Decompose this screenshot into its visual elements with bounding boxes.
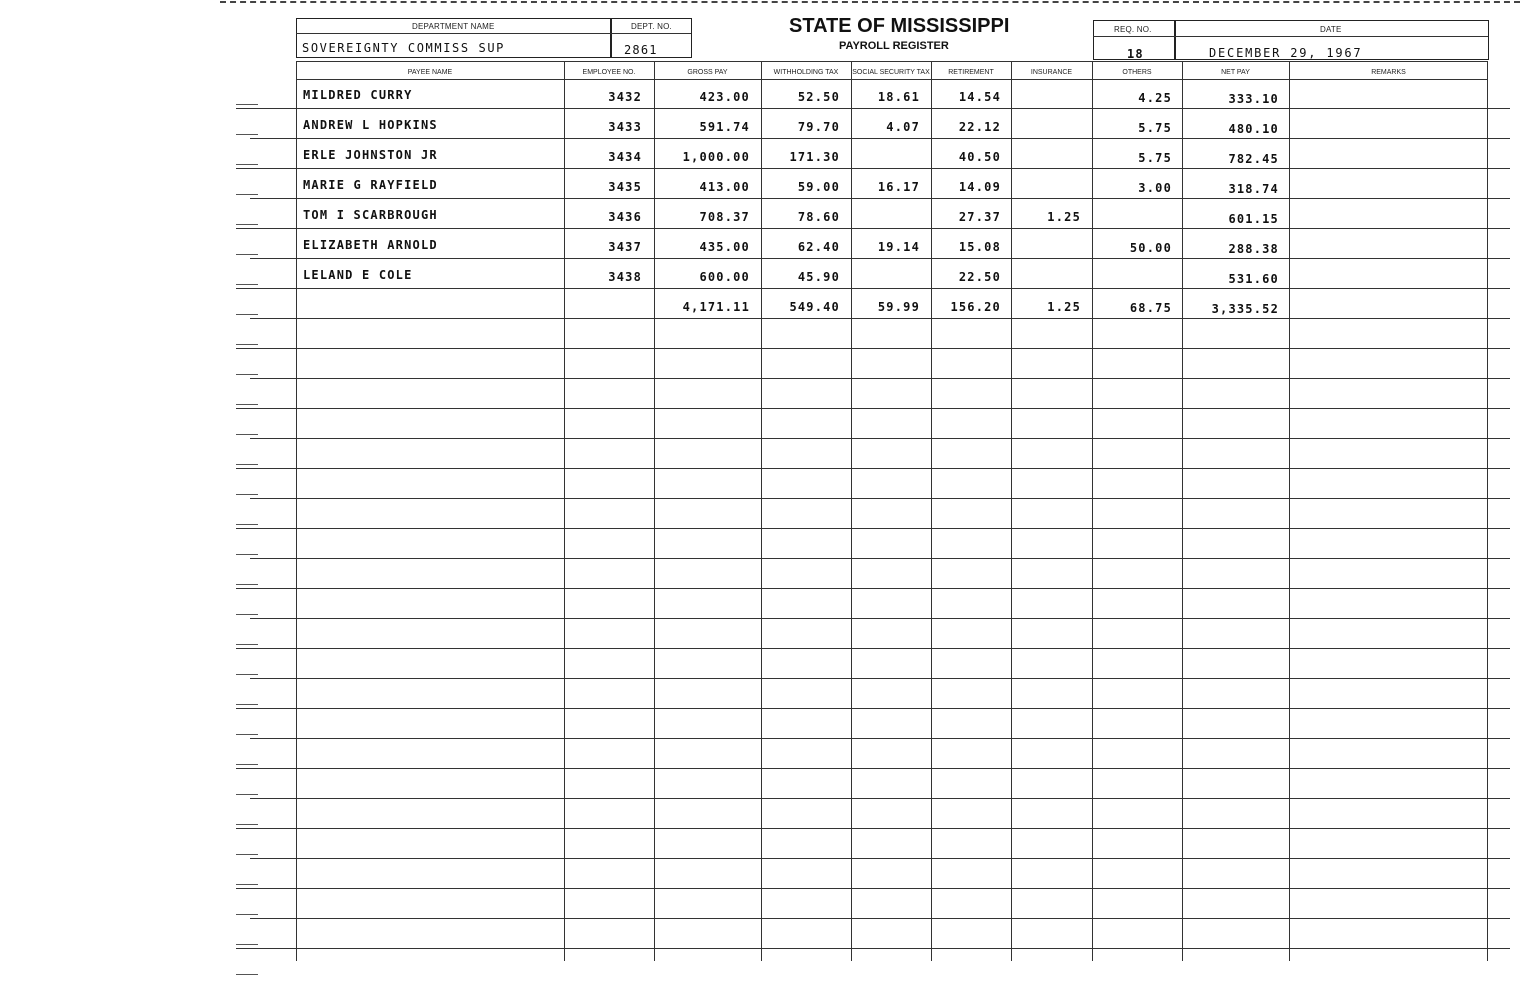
margin-tick — [236, 224, 258, 225]
gross-pay: 435.00 — [699, 240, 750, 254]
col-social-security-tax: SOCIAL SECURITY TAX — [852, 69, 930, 76]
insurance — [1015, 88, 1081, 106]
col-retirement: RETIREMENT — [948, 69, 994, 76]
margin-tick — [236, 104, 258, 105]
social-security-tax: 4.07 — [886, 120, 920, 134]
row-rule — [236, 888, 1510, 889]
dept-no-value: 2861 — [624, 43, 658, 57]
withholding-tax: 59.00 — [797, 180, 840, 194]
row-rule — [236, 708, 1510, 709]
payee-name: MILDRED CURRY — [303, 88, 413, 102]
insurance — [1015, 268, 1081, 286]
req-divider — [1093, 36, 1488, 37]
column-rule — [1092, 61, 1093, 961]
row-rule — [250, 798, 1510, 799]
margin-tick — [236, 734, 258, 735]
row-rule — [250, 198, 1510, 199]
employee-no: 3435 — [608, 180, 642, 194]
margin-tick — [236, 794, 258, 795]
margin-tick — [236, 134, 258, 135]
row-rule — [236, 768, 1510, 769]
row-rule — [250, 258, 1510, 259]
insurance — [1015, 148, 1081, 166]
withholding-tax: 52.50 — [797, 90, 840, 104]
net-pay: 782.45 — [1228, 152, 1279, 166]
withholding-tax: 62.40 — [797, 240, 840, 254]
social-security-tax — [855, 268, 920, 286]
row-rule — [236, 408, 1510, 409]
column-rule — [1011, 61, 1012, 961]
others: 3.00 — [1138, 181, 1172, 195]
dept-divider — [296, 33, 691, 34]
row-rule — [250, 858, 1510, 859]
header-bottom-rule — [296, 79, 1488, 80]
social-security-tax — [855, 208, 920, 226]
margin-tick — [236, 314, 258, 315]
row-rule — [236, 228, 1510, 229]
employee-no: 3434 — [608, 150, 642, 164]
gross-pay: 591.74 — [699, 120, 750, 134]
row-rule — [250, 378, 1510, 379]
row-rule — [236, 288, 1510, 289]
row-rule — [236, 648, 1510, 649]
net-pay: 288.38 — [1228, 242, 1279, 256]
row-rule — [250, 678, 1510, 679]
others: 50.00 — [1129, 241, 1172, 255]
column-rule — [296, 61, 297, 961]
margin-tick — [236, 764, 258, 765]
margin-tick — [236, 584, 258, 585]
row-rule — [250, 318, 1510, 319]
margin-tick — [236, 494, 258, 495]
margin-tick — [236, 704, 258, 705]
col-payee-name: PAYEE NAME — [407, 69, 453, 76]
margin-tick — [236, 284, 258, 285]
insurance: 1.25 — [1047, 210, 1081, 224]
retirement: 14.09 — [958, 180, 1001, 194]
others: 5.75 — [1138, 121, 1172, 135]
margin-tick — [236, 554, 258, 555]
form-subtitle: PAYROLL REGISTER — [839, 40, 949, 52]
gross-pay: 423.00 — [699, 90, 750, 104]
date-value: DECEMBER 29, 1967 — [1209, 46, 1363, 60]
margin-tick — [236, 974, 258, 975]
total-withholding-tax: 549.40 — [789, 300, 840, 314]
payee-name: ERLE JOHNSTON JR — [303, 148, 438, 162]
row-rule — [236, 348, 1510, 349]
total-gross-pay: 4,171.11 — [682, 300, 750, 314]
others — [1096, 209, 1172, 227]
margin-tick — [236, 914, 258, 915]
column-rule — [761, 61, 762, 961]
payee-name: MARIE G RAYFIELD — [303, 178, 438, 192]
req-no-label: REQ. NO. — [1114, 25, 1152, 34]
retirement: 14.54 — [958, 90, 1001, 104]
col-gross-pay: GROSS PAY — [687, 69, 728, 76]
col-insurance: INSURANCE — [1030, 69, 1073, 76]
gross-pay: 600.00 — [699, 270, 750, 284]
col-others: OTHERS — [1122, 69, 1152, 76]
margin-tick — [236, 854, 258, 855]
social-security-tax: 19.14 — [877, 240, 920, 254]
column-rule — [564, 61, 565, 961]
col-remarks: REMARKS — [1371, 69, 1406, 76]
net-pay: 333.10 — [1228, 92, 1279, 106]
margin-tick — [236, 644, 258, 645]
row-rule — [250, 918, 1510, 919]
others: 5.75 — [1138, 151, 1172, 165]
withholding-tax: 171.30 — [789, 150, 840, 164]
others — [1096, 269, 1172, 287]
column-rule — [851, 61, 852, 961]
employee-no: 3438 — [608, 270, 642, 284]
employee-no: 3437 — [608, 240, 642, 254]
row-rule — [250, 738, 1510, 739]
social-security-tax — [855, 148, 920, 166]
net-pay: 601.15 — [1228, 212, 1279, 226]
margin-tick — [236, 464, 258, 465]
payee-name: TOM I SCARBROUGH — [303, 208, 438, 222]
col-net-pay: NET PAY — [1221, 69, 1250, 76]
margin-tick — [236, 674, 258, 675]
margin-tick — [236, 194, 258, 195]
column-rule — [1487, 61, 1488, 961]
row-rule — [236, 828, 1510, 829]
date-label: DATE — [1320, 25, 1342, 34]
col-withholding-tax: WITHHOLDING TAX — [773, 69, 839, 76]
margin-tick — [236, 824, 258, 825]
total-insurance: 1.25 — [1047, 300, 1081, 314]
margin-tick — [236, 524, 258, 525]
social-security-tax: 18.61 — [877, 90, 920, 104]
retirement: 15.08 — [958, 240, 1001, 254]
row-rule — [236, 468, 1510, 469]
margin-tick — [236, 164, 258, 165]
row-rule — [250, 138, 1510, 139]
col-employee-no: EMPLOYEE NO. — [582, 69, 636, 76]
total-retirement: 156.20 — [950, 300, 1001, 314]
margin-tick — [236, 944, 258, 945]
others: 4.25 — [1138, 91, 1172, 105]
gross-pay: 1,000.00 — [682, 150, 750, 164]
net-pay: 531.60 — [1228, 272, 1279, 286]
dept-no-label: DEPT. NO. — [631, 22, 672, 31]
row-rule — [250, 618, 1510, 619]
dept-name-value: SOVEREIGNTY COMMISS SUP — [302, 41, 505, 55]
total-net-pay: 3,335.52 — [1211, 302, 1279, 316]
column-rule — [1289, 61, 1290, 961]
social-security-tax: 16.17 — [877, 180, 920, 194]
employee-no: 3436 — [608, 210, 642, 224]
row-rule — [250, 498, 1510, 499]
column-rule — [1182, 61, 1183, 961]
net-pay: 318.74 — [1228, 182, 1279, 196]
retirement: 22.50 — [958, 270, 1001, 284]
retirement: 22.12 — [958, 120, 1001, 134]
employee-no: 3433 — [608, 120, 642, 134]
perforation-edge — [220, 1, 1520, 3]
gross-pay: 413.00 — [699, 180, 750, 194]
payee-name: ANDREW L HOPKINS — [303, 118, 438, 132]
gross-pay: 708.37 — [699, 210, 750, 224]
withholding-tax: 78.60 — [797, 210, 840, 224]
form-title: STATE OF MISSISSIPPI — [789, 15, 1010, 37]
payee-name: ELIZABETH ARNOLD — [303, 238, 438, 252]
margin-tick — [236, 884, 258, 885]
row-rule — [236, 588, 1510, 589]
margin-tick — [236, 254, 258, 255]
margin-tick — [236, 374, 258, 375]
margin-tick — [236, 434, 258, 435]
column-rule — [931, 61, 932, 961]
net-pay: 480.10 — [1228, 122, 1279, 136]
margin-tick — [236, 404, 258, 405]
row-rule — [236, 948, 1510, 949]
margin-tick — [236, 614, 258, 615]
payee-name: LELAND E COLE — [303, 268, 413, 282]
row-rule — [250, 558, 1510, 559]
row-rule — [250, 438, 1510, 439]
withholding-tax: 45.90 — [797, 270, 840, 284]
margin-tick — [236, 344, 258, 345]
total-others: 68.75 — [1129, 301, 1172, 315]
insurance — [1015, 118, 1081, 136]
retirement: 27.37 — [958, 210, 1001, 224]
insurance — [1015, 238, 1081, 256]
retirement: 40.50 — [958, 150, 1001, 164]
withholding-tax: 79.70 — [797, 120, 840, 134]
row-rule — [236, 168, 1510, 169]
insurance — [1015, 178, 1081, 196]
row-rule — [236, 528, 1510, 529]
employee-no: 3432 — [608, 90, 642, 104]
total-social-security-tax: 59.99 — [877, 300, 920, 314]
column-rule — [654, 61, 655, 961]
header-top-rule — [296, 61, 1488, 62]
row-rule — [236, 108, 1510, 109]
dept-name-label: DEPARTMENT NAME — [412, 22, 495, 31]
req-no-value: 18 — [1127, 47, 1144, 61]
